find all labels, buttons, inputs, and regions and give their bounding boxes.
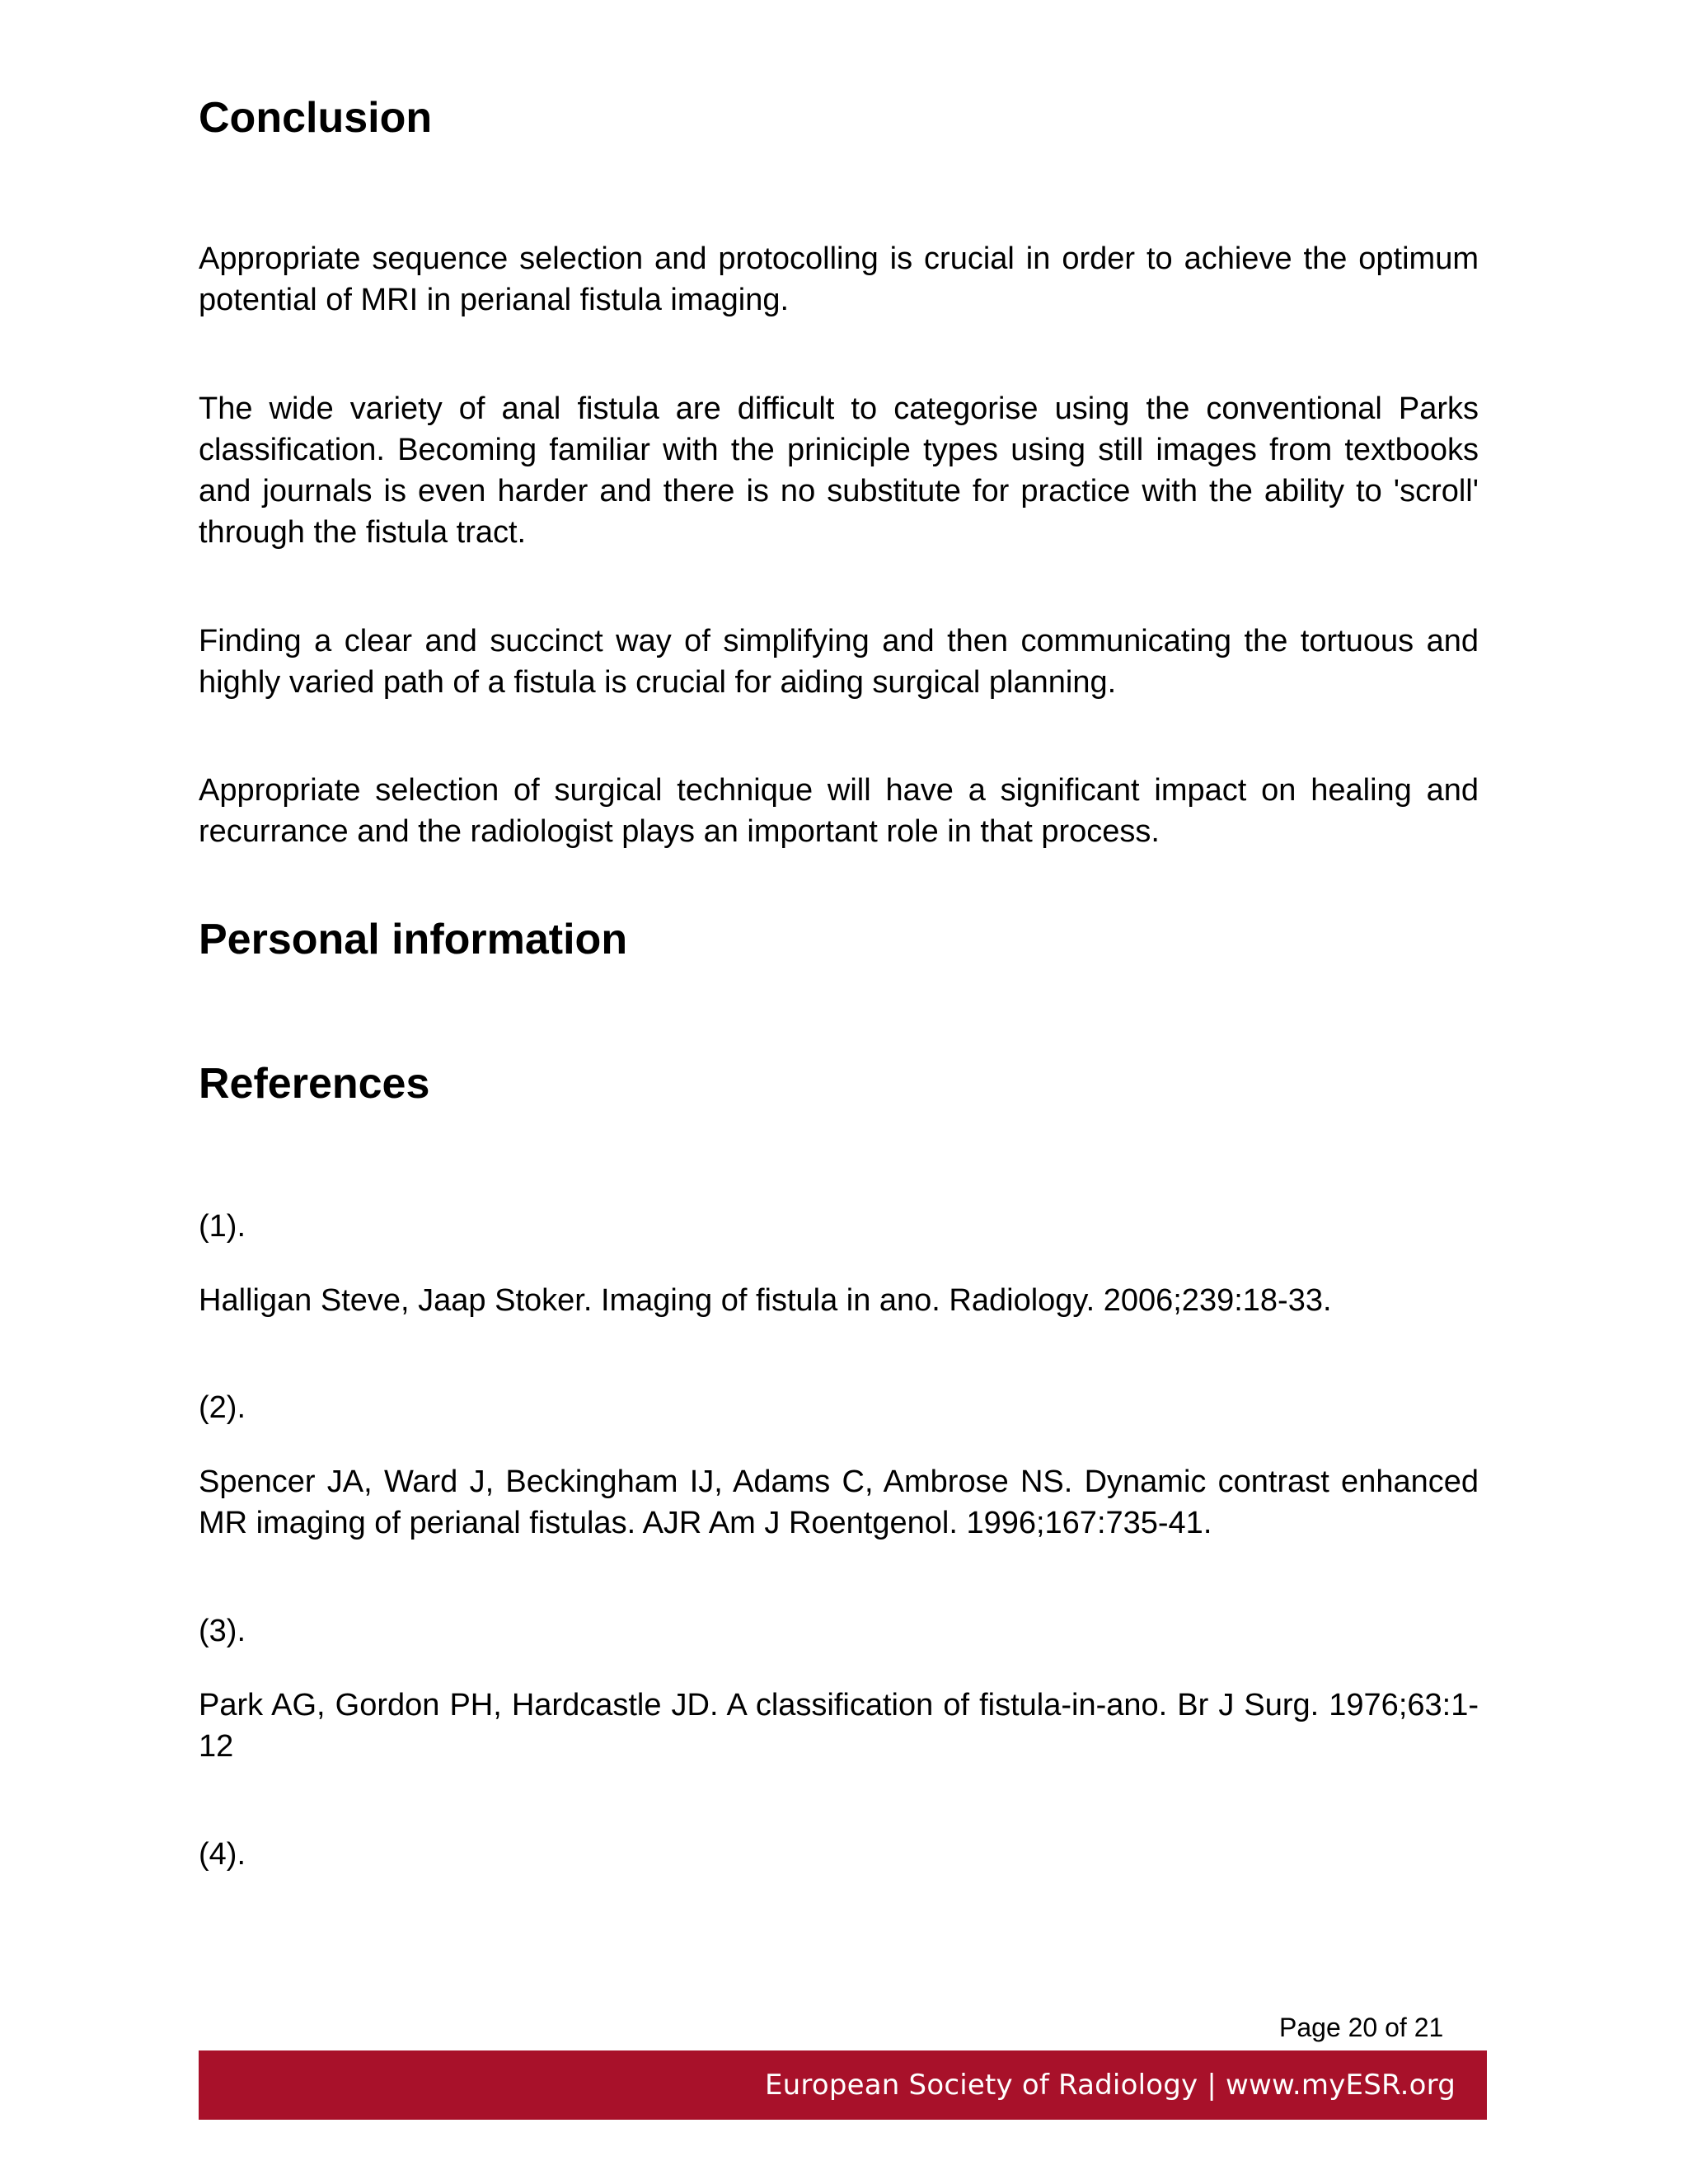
footer-bar: [199, 2050, 1487, 2120]
conclusion-paragraph-3: Finding a clear and succinct way of simplifying and then communicating the tortuous and highly varied path of a fistula is crucial for aiding surgical planning.: [199, 624, 1479, 700]
conclusion-heading: Conclusion: [199, 94, 433, 142]
reference-number-2: (2).: [199, 1390, 246, 1425]
reference-number-4: (4).: [199, 1837, 246, 1872]
conclusion-paragraph-4: Appropriate selection of surgical technique will have a significant impact on healing and recurrance and the radiologist plays an important role in that process.: [199, 773, 1479, 849]
reference-text-2: Spencer JA, Ward J, Beckingham IJ, Adams C, Ambrose NS. Dynamic contrast enhanced MR imaging of perianal fistulas. AJR Am J Roentgenol. 1996;167:735-41.: [199, 1465, 1479, 1540]
reference-text-1: Halligan Steve, Jaap Stoker. Imaging of fistula in ano. Radiology. 2006;239:18-33.: [199, 1283, 1332, 1318]
conclusion-paragraph-2: The wide variety of anal fistula are difficult to categorise using the conventional Parks classification. Becoming familiar with the priniciple types using still images from textbooks and journals is even harder and there is no substitute for practice with the ability to 'scroll' through the fistula tract.: [199, 391, 1479, 550]
conclusion-paragraph-1: Appropriate sequence selection and protocolling is crucial in order to achieve the optimum potential of MRI in perianal fistula imaging.: [199, 241, 1479, 317]
page-number: Page 20 of 21: [1279, 2013, 1444, 2042]
reference-text-3: Park AG, Gordon PH, Hardcastle JD. A classification of fistula-in-ano. Br J Surg. 1976;63:1-12: [199, 1688, 1479, 1764]
reference-number-1: (1).: [199, 1209, 246, 1244]
personal-information-heading: Personal information: [199, 916, 628, 963]
references-heading: References: [199, 1060, 430, 1108]
reference-number-3: (3).: [199, 1614, 246, 1648]
footer-society-link[interactable]: European Society of Radiology | www.myESR.org: [765, 2069, 1456, 2102]
